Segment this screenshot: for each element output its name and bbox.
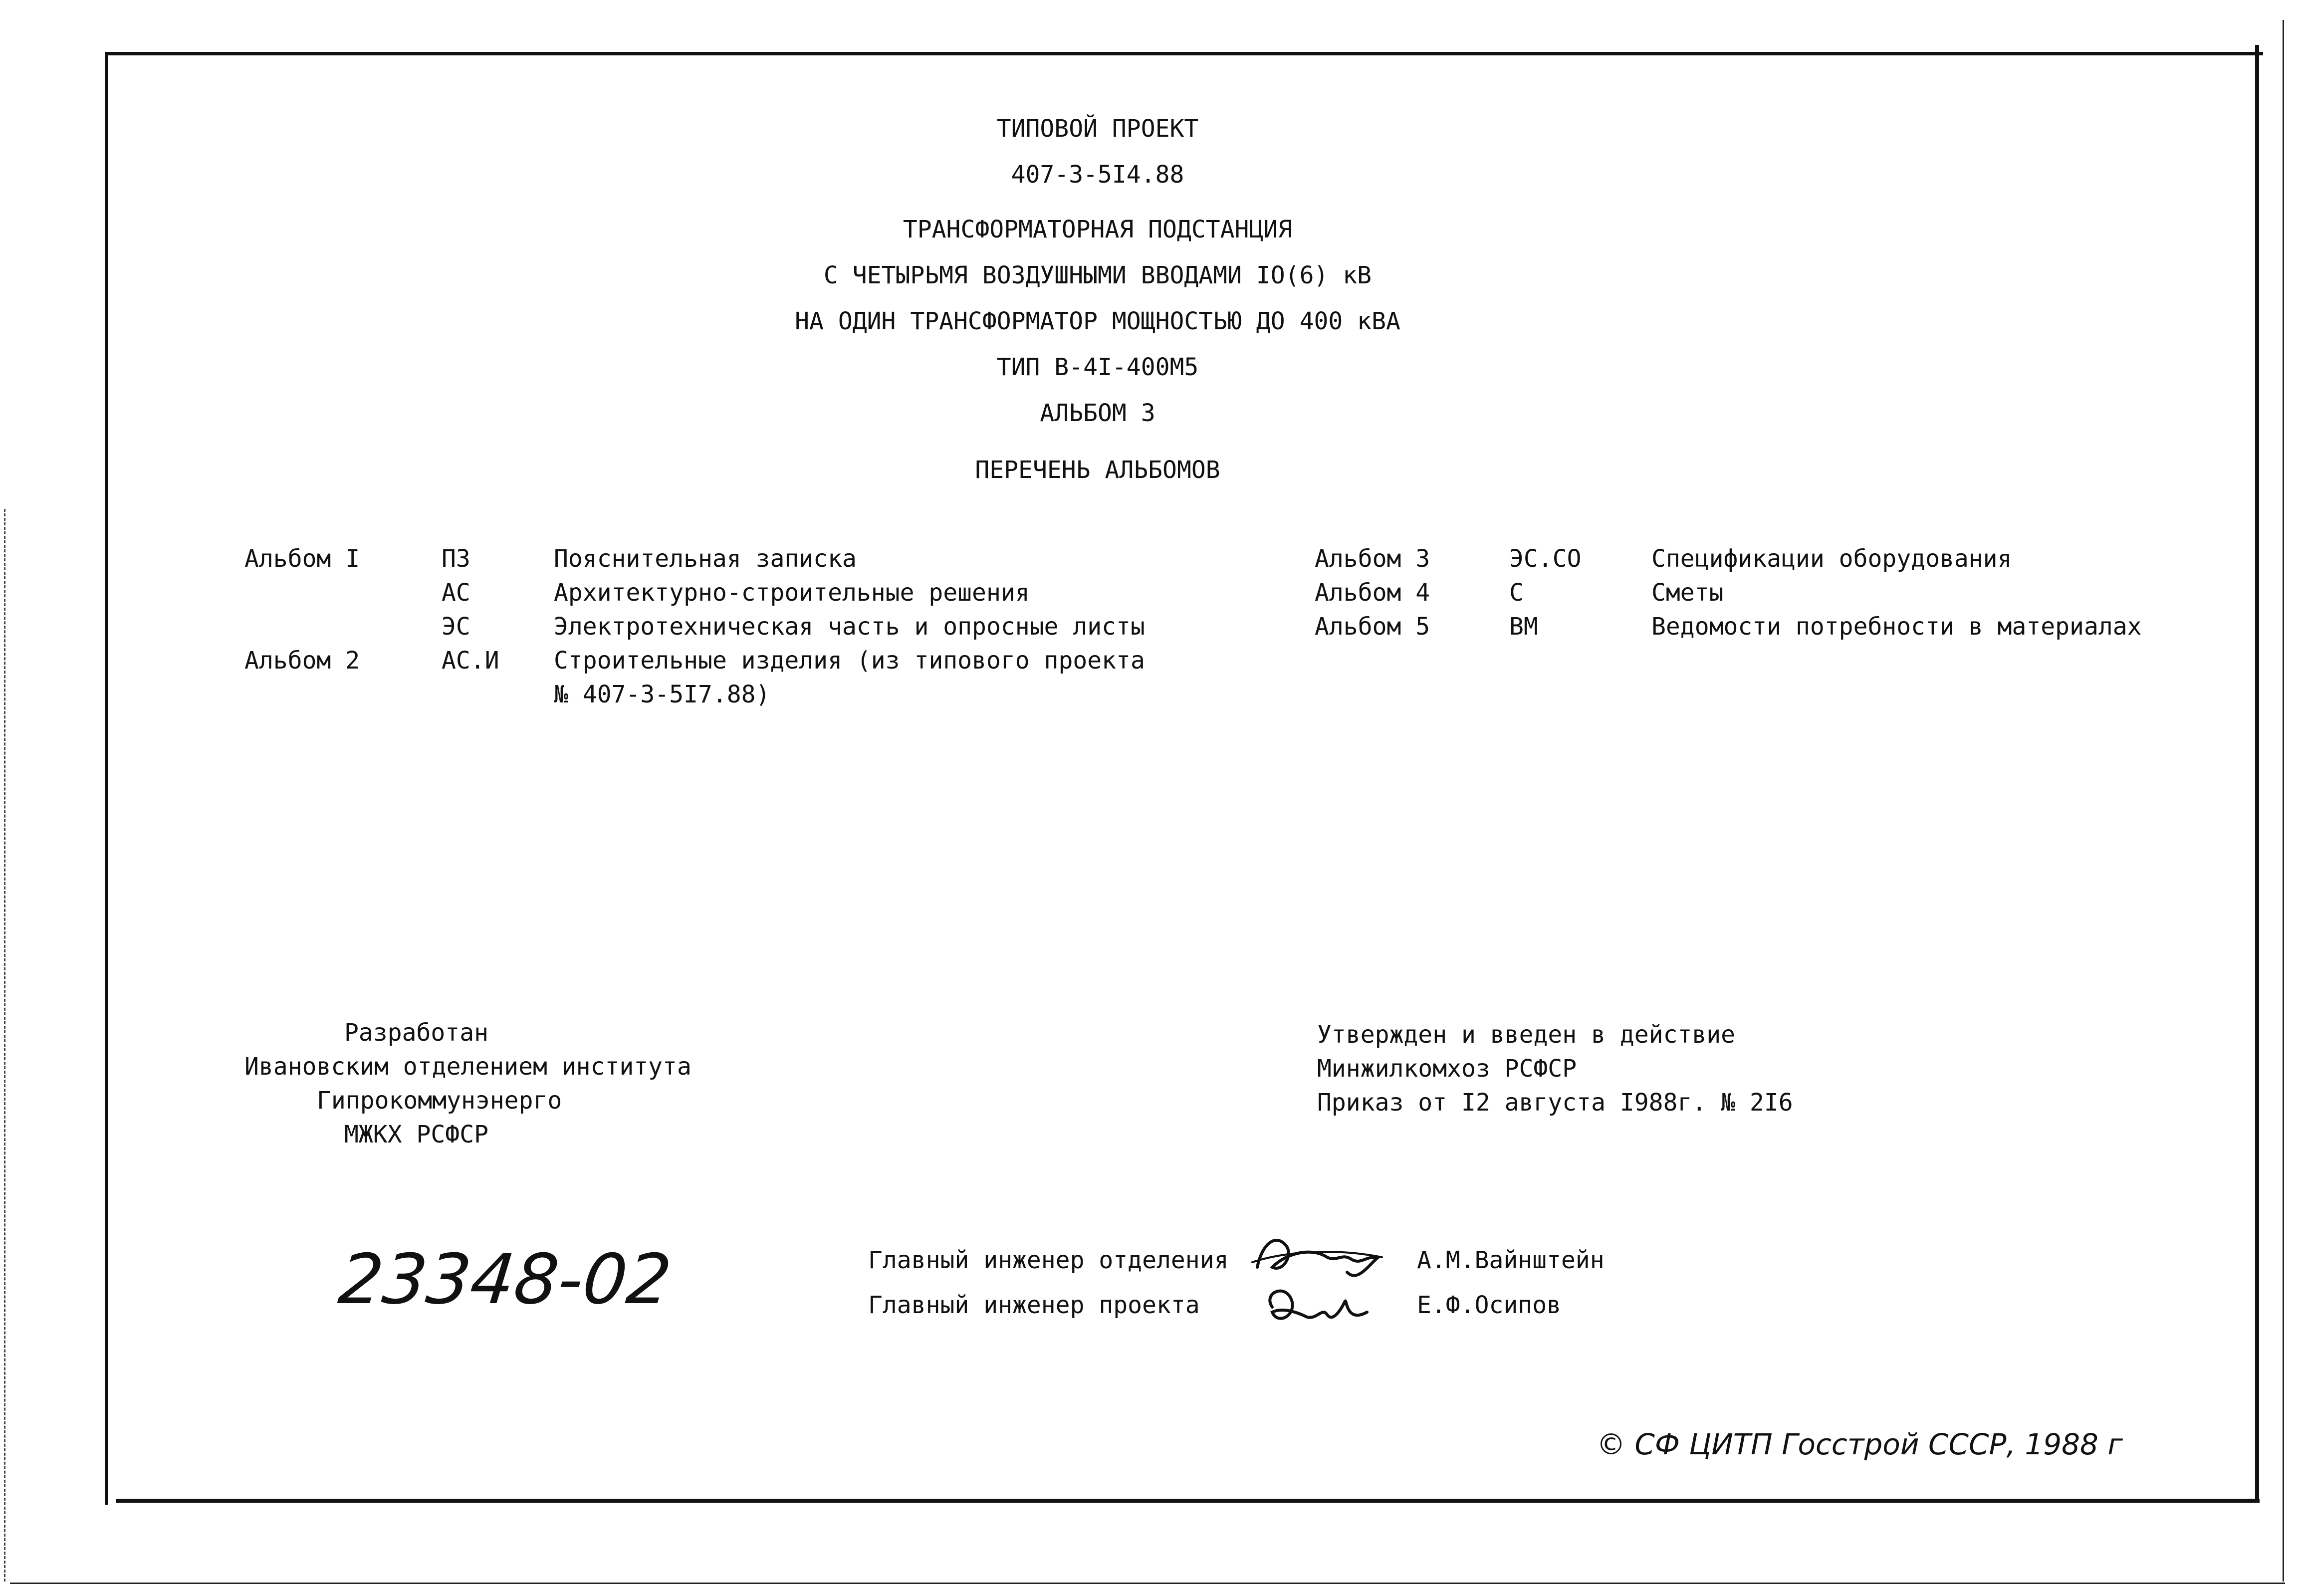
album-label: Альбом 3 [1315, 545, 1430, 573]
album-code: ЭС [442, 613, 470, 641]
approval-line: Минжилкомхоз РСФСР [1317, 1055, 1577, 1083]
approval-line: Приказ от I2 августа I988г. № 2I6 [1317, 1089, 1793, 1117]
developer-line: Ивановским отделением института [244, 1053, 691, 1081]
album-code: АС.И [442, 647, 499, 675]
album-code: ПЗ [442, 545, 470, 573]
title-line-inputs: С ЧЕТЫРЬМЯ ВОЗДУШНЫМИ ВВОДАМИ IO(6) кВ [823, 261, 1372, 289]
developer-line: Гипрокоммунэнерго [317, 1087, 562, 1115]
album-description: Архитектурно-строительные решения [554, 579, 1030, 607]
signature-mark [1252, 1277, 1382, 1337]
signature-role: Главный инженер проекта [868, 1291, 1200, 1319]
signature-name: А.М.Вайнштейн [1417, 1246, 1605, 1274]
album-label: Альбом I [244, 545, 360, 573]
title-line-type: ТИП В-4I-400М5 [996, 353, 1199, 381]
album-code: АС [442, 579, 470, 607]
frame-bottom-line [116, 1499, 2260, 1503]
title-line-transformer: НА ОДИН ТРАНСФОРМАТОР МОЩНОСТЬЮ ДО 400 кВА [795, 307, 1400, 335]
album-description: Спецификации оборудования [1651, 545, 2012, 573]
signature-role: Главный инженер отделения [868, 1246, 1229, 1274]
album-description: Строительные изделия (из типового проекта [554, 647, 1145, 675]
title-project-number: 407-3-5I4.88 [1011, 161, 1184, 189]
album-code: ВМ [1509, 613, 1538, 641]
sheet-edge-bottom [10, 1583, 2285, 1584]
title-album-number: АЛЬБОМ 3 [1040, 399, 1155, 427]
album-label: Альбом 2 [244, 647, 360, 675]
album-code: ЭС.СО [1509, 545, 1582, 573]
developer-line: МЖКХ РСФСР [344, 1121, 488, 1148]
album-label: Альбом 5 [1315, 613, 1430, 641]
album-description: Пояснительная записка [554, 545, 857, 573]
album-code: С [1509, 579, 1524, 607]
album-description: Электротехническая часть и опросные листы [554, 613, 1145, 641]
frame-right-line [2255, 45, 2259, 1502]
title-project-type: ТИПОВОЙ ПРОЕКТ [996, 115, 1199, 143]
signature-mark [1242, 1212, 1392, 1287]
signature-name: Е.Ф.Осипов [1417, 1291, 1561, 1319]
album-description: Ведомости потребности в материалах [1651, 613, 2142, 641]
album-description-cont: № 407-3-5I7.88) [554, 681, 770, 708]
title-album-list-heading: ПЕРЕЧЕНЬ АЛЬБОМОВ [975, 456, 1220, 484]
sheet-edge-left [4, 509, 5, 1582]
title-line-substation: ТРАНСФОРМАТОРНАЯ ПОДСТАНЦИЯ [903, 216, 1293, 243]
album-description: Сметы [1651, 579, 1724, 607]
approval-line: Утвержден и введен в действие [1317, 1021, 1736, 1049]
copyright-stamp: © СФ ЦИТП Госстрой СССР, 1988 г [1597, 1427, 2123, 1461]
album-label: Альбом 4 [1315, 579, 1430, 607]
archive-number: 23348-02 [335, 1239, 675, 1320]
developer-line: Разработан [344, 1019, 488, 1047]
sheet-edge-right [2283, 20, 2284, 1582]
